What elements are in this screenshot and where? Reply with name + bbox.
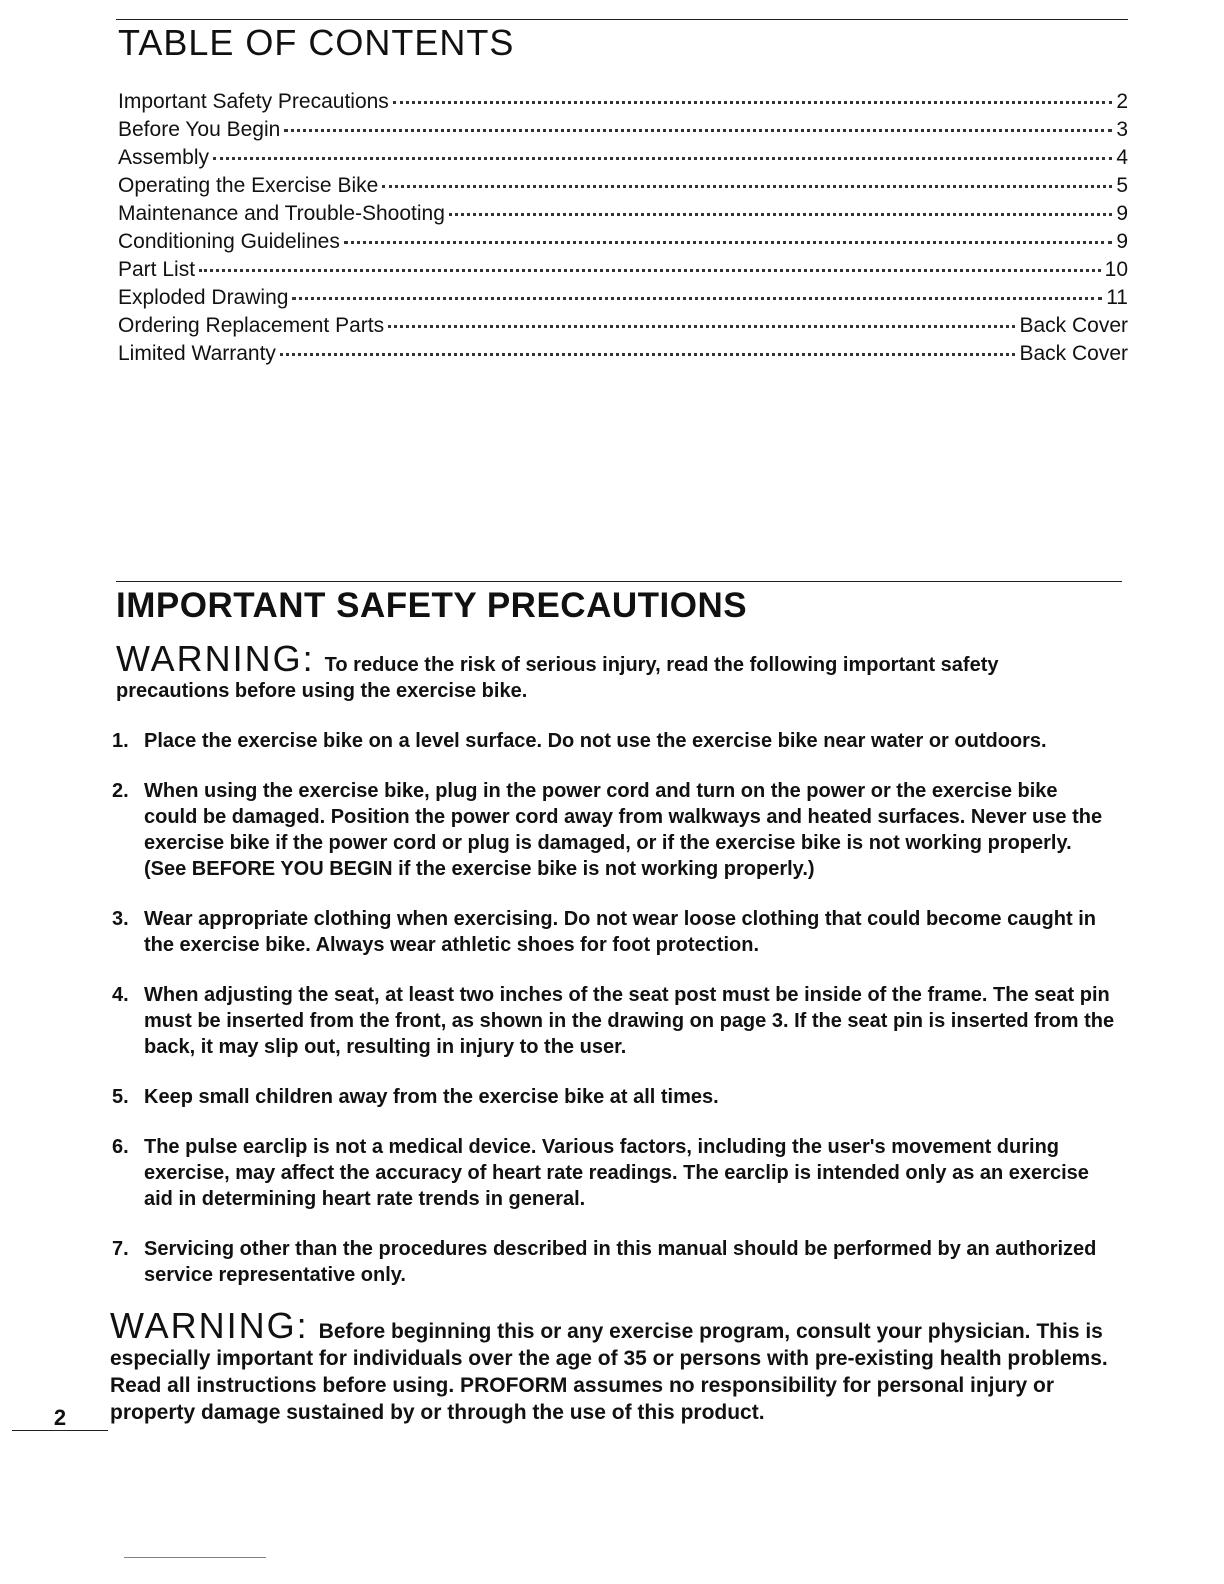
footer-rule (124, 1557, 266, 1558)
precaution-item (112, 728, 1116, 754)
toc-entry-page: 11 (1106, 286, 1128, 309)
toc-entry-page: 10 (1104, 258, 1128, 281)
toc-leader-dots (199, 269, 1101, 272)
precaution-item (112, 1084, 1116, 1110)
precaution-number: 7. (112, 1238, 129, 1260)
precaution-text: When using the exercise bike, plug in the power cord and turn on the power or the exercise bike could be damaged. Position the power cord away from walkways and heated surfaces. Never use the exercise bike if the power cord or plug is damaged, or if the exercise bike is not working properly. (See BEFORE YOU BEGIN if the exercise bike is not working properly.) (144, 780, 1103, 880)
toc-entry-label: Conditioning Guidelines (118, 230, 340, 253)
top-divider (116, 19, 1128, 20)
toc-entry-page: 9 (1116, 230, 1128, 253)
toc-entry (118, 172, 1128, 200)
toc-entry (118, 144, 1128, 172)
toc-entry (118, 312, 1128, 340)
toc-entry-label: Before You Begin (118, 118, 281, 141)
precaution-number: 2. (112, 780, 129, 802)
precaution-text: The pulse earclip is not a medical device. Various factors, including the user's movement during exercise, may affect the accuracy of heart rate readings. The earclip is intended only as an exercise aid in determining heart rate trends in general. (144, 1136, 1089, 1210)
toc-entry (118, 228, 1128, 256)
intro-warning (116, 638, 1116, 704)
toc-entry-label: Important Safety Precautions (118, 90, 389, 113)
toc-leader-dots (280, 353, 1016, 356)
toc-entry-label: Exploded Drawing (118, 286, 289, 309)
precautions-list (112, 728, 1116, 1312)
toc-entry-page: 5 (1116, 174, 1128, 197)
precaution-text: Place the exercise bike on a level surface. Do not use the exercise bike near water or outdoors. (144, 730, 1047, 752)
toc-leader-dots (344, 241, 1113, 244)
precaution-number: 3. (112, 908, 129, 930)
toc-entry-label: Limited Warranty (118, 342, 276, 365)
section-divider (116, 581, 1122, 582)
closing-warning (110, 1305, 1120, 1426)
toc-list (118, 88, 1128, 368)
warning-label: WARNING: (116, 638, 315, 679)
toc-leader-dots (292, 297, 1102, 300)
toc-leader-dots (388, 325, 1015, 328)
warning-label: WARNING: (110, 1305, 309, 1346)
toc-entry-page: 9 (1116, 202, 1128, 225)
toc-entry-page: 2 (1116, 90, 1128, 113)
precaution-text: Wear appropriate clothing when exercising. Do not wear loose clothing that could become caught in the exercise bike. Always wear athletic shoes for foot protection. (144, 908, 1096, 956)
safety-title: IMPORTANT SAFETY PRECAUTIONS (116, 586, 748, 625)
toc-leader-dots (449, 213, 1112, 216)
toc-entry-label: Assembly (118, 146, 210, 169)
toc-entry-page: Back Cover (1019, 314, 1128, 337)
toc-leader-dots (284, 129, 1112, 132)
toc-entry-page: 3 (1116, 118, 1128, 141)
toc-entry (118, 116, 1128, 144)
precaution-number: 1. (112, 730, 129, 752)
precaution-item (112, 1236, 1116, 1288)
toc-entry-page: Back Cover (1019, 342, 1128, 365)
precaution-item (112, 778, 1116, 882)
precaution-item (112, 982, 1116, 1060)
toc-title: TABLE OF CONTENTS (118, 22, 515, 63)
precaution-item (112, 1134, 1116, 1212)
precaution-number: 6. (112, 1136, 129, 1158)
precaution-text: Servicing other than the procedures described in this manual should be performed by an authorized service representative only. (144, 1238, 1097, 1286)
precaution-text: When adjusting the seat, at least two inches of the seat post must be inside of the frame. The seat pin must be inserted from the front, as shown in the drawing on page 3. If the seat pin is inserted from the back, it may slip out, resulting in injury to the user. (144, 984, 1115, 1058)
toc-entry-label: Ordering Replacement Parts (118, 314, 385, 337)
toc-leader-dots (382, 185, 1112, 188)
toc-entry-label: Operating the Exercise Bike (118, 174, 379, 197)
precaution-number: 4. (112, 984, 129, 1006)
warning-text: To reduce the risk of serious injury, read the following important safety precautions before using the exercise bike. (116, 654, 999, 702)
precaution-text: Keep small children away from the exercise bike at all times. (144, 1086, 719, 1108)
toc-leader-dots (393, 101, 1113, 104)
toc-leader-dots (213, 157, 1112, 160)
toc-entry (118, 284, 1128, 312)
toc-entry-label: Maintenance and Trouble-Shooting (118, 202, 445, 225)
toc-entry (118, 88, 1128, 116)
precaution-item (112, 906, 1116, 958)
toc-entry (118, 200, 1128, 228)
toc-entry (118, 340, 1128, 368)
toc-entry (118, 256, 1128, 284)
page-number: 2 (12, 1406, 108, 1431)
warning-text: Before beginning this or any exercise program, consult your physician. This is especially important for individuals over the age of 35 or persons with pre-existing health problems. Read all instructions before using. PROFORM assumes no responsibility for personal injury or property damage sustained by or through the use of this product. (110, 1320, 1108, 1424)
precaution-number: 5. (112, 1086, 129, 1108)
toc-entry-label: Part List (118, 258, 196, 281)
toc-entry-page: 4 (1116, 146, 1128, 169)
